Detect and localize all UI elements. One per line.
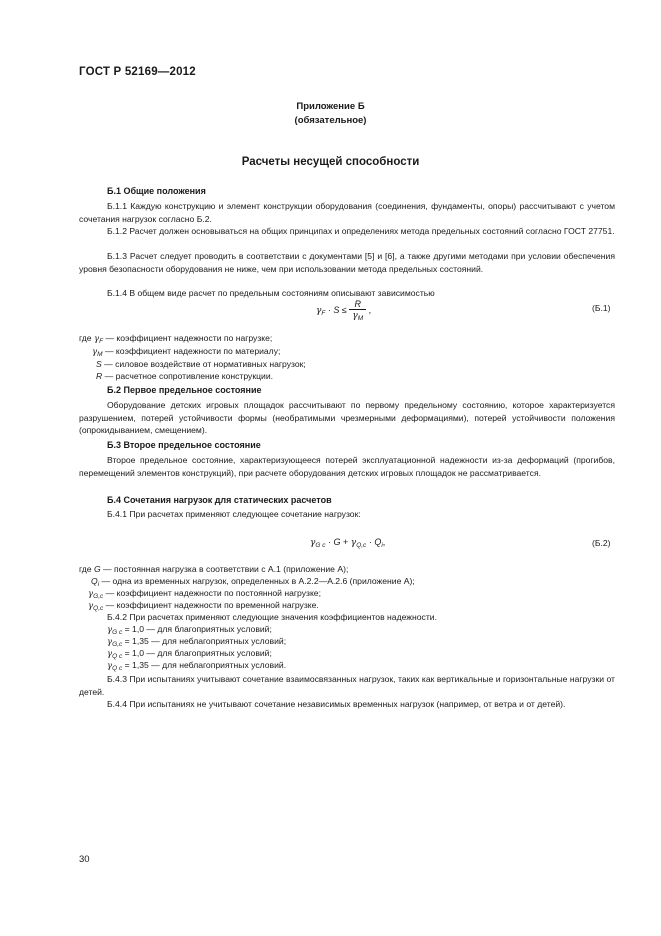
paragraph-b4-1: Б.4.1 При расчетах применяют следующее сочетание нагрузок: [107,509,361,519]
page-number: 30 [79,854,90,865]
section-heading-b3: Б.3 Второе предельное состояние [107,440,261,450]
section-heading-b2: Б.2 Первое предельное состояние [107,385,262,395]
definition-r: R — расчетное сопротивление конструкции. [96,371,274,381]
formula-b1-fraction: $\frac{R}{\gamma_M}$ [349,299,366,322]
paragraph-b4-2: Б.4.2 При расчетах применяют следующие значения коэффициентов надежности. [107,612,437,622]
coefficient-gamma-gc-favorable: $\gamma_{G c} = 1,0$ — для благоприятных условий; [107,624,272,636]
equation-number-b1: (Б.1) [592,303,611,313]
section-heading-b4: Б.4 Сочетания нагрузок для статических расчетов [107,495,332,505]
formula-b2: $\gamma_{G c} \cdot G + \gamma_{Q,c} \cdot Q_i$, [310,537,386,549]
paragraph-b2: Оборудование детских игровых площадок рассчитывают по первому предельному состоянию, которое характеризуется разрушением, потерей устойчивости формы (необратимыми чрезмерными деформациями), потерей устойчивости положения (опрокидыванием, смещением). [79,400,615,436]
paragraph-b1-2: Б.1.2 Расчет должен основываться на общих принципах и определениях метода предельных состояний согласно ГОСТ 27751. [107,226,615,236]
annex-title: Приложение Б [296,101,365,112]
definition-g: где G — постоянная нагрузка в соответствии с А.1 (приложение А); [79,564,349,574]
section-heading-b1: Б.1 Общие положения [107,186,206,196]
coefficient-gamma-qc-unfavorable: $\gamma_{Q c} = 1,35$ — для неблагоприятных условий. [107,660,287,672]
definition-gamma-gc: $\gamma_{G,c}$ — коэффициент надежности по постоянной нагрузке; [88,588,321,600]
formula-b1: $\gamma_F \cdot S$ ≤ $\frac{R}{\gamma_M}$ , [316,299,372,322]
coefficient-gamma-qc-favorable: $\gamma_{Q c} = 1,0$ — для благоприятных условий; [107,648,272,660]
paragraph-b1-3: Б.1.3 Расчет следует проводить в соответствии с документами [5] и [6], а также другими методами при условии обеспечения уровня безопасности оборудования не ниже, чем при использовании метода предельных состояний. [79,251,615,274]
equation-number-b2: (Б.2) [592,538,611,548]
paragraph-b4-4: Б.4.4 При испытаниях не учитывают сочетание независимых временных нагрузок (например, от ветра и от детей). [107,699,566,709]
main-title: Расчеты несущей способности [241,156,420,168]
annex-status: (обязательное) [294,115,367,126]
definition-qi: $Q_i$ — одна из временных нагрузок, определенных в А.2.2—А.2.6 (приложение А); [91,576,415,588]
paragraph-b1-1: Б.1.1 Каждую конструкцию и элемент конструкции оборудования (соединения, фундаменты, опоры) рассчитывают с учетом сочетания нагрузок согласно Б.2. [79,201,615,224]
paragraph-b4-3: Б.4.3 При испытаниях учитывают сочетание взаимосвязанных нагрузок, таких как вертикальные и горизонтальные нагрузки от детей. [79,674,615,697]
standard-header: ГОСТ Р 52169—2012 [79,66,196,78]
paragraph-b3: Второе предельное состояние, характеризующееся потерей эксплуатационной надежности из-за деформаций (прогибов, перемещений элементов конструкций), при расчете оборудования детских игровых площадок не рассматривается. [79,455,615,478]
paragraph-b1-4: Б.1.4 В общем виде расчет по предельным состояниям описывают зависимостью [107,288,435,298]
coefficient-gamma-gc-unfavorable: $\gamma_{G,c} = 1,35$ — для неблагоприятных условий; [107,636,287,648]
definition-gamma-m: $\gamma_M$ — коэффициент надежности по материалу; [92,346,281,358]
definition-gamma-qc: $\gamma_{Q,c}$ — коэффициент надежности по временной нагрузке. [88,600,319,612]
definition-gamma-f: где $\gamma_F$ — коэффициент надежности по нагрузке; [79,333,273,345]
definition-s: S — силовое воздействие от нормативных нагрузок; [96,359,306,369]
